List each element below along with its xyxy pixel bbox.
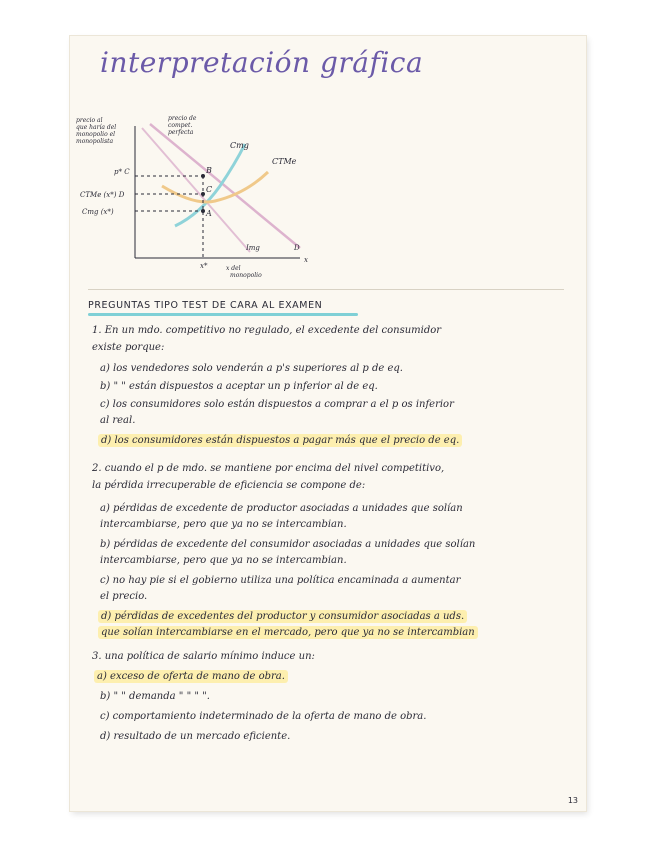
y-axis-label-line3: monopolio el	[76, 131, 116, 138]
pc-label-line2: compet.	[168, 122, 193, 129]
pc-label-line3: perfecta	[168, 129, 194, 136]
point-c-label: C	[206, 185, 213, 194]
y-axis-label-line4: monopolista	[76, 138, 114, 145]
question-1-option-b: b) " " están dispuestos a aceptar un p inferior al de eq.	[100, 381, 378, 392]
demand-curve	[150, 124, 300, 248]
img-curve-label: Img	[246, 244, 260, 252]
ctme-curve-label: CTMe	[272, 157, 297, 166]
cmg-curve-label: Cmg	[230, 141, 249, 150]
x-star-note-line1: x del	[226, 265, 241, 272]
question-1-option-c: c) los consumidores solo están dispuestos a comprar a el p os inferior	[100, 399, 454, 410]
question-2-stem-line2: la pérdida irrecuperable de eficiencia se compone de:	[92, 480, 366, 491]
point-a-label: A	[206, 209, 212, 218]
p-star-label: p* C	[114, 168, 130, 176]
page-title: interpretación gráfica	[100, 46, 424, 79]
question-2-option-c: c) no hay pie si el gobierno utiliza una política encaminada a aumentar	[100, 575, 461, 586]
question-2-option-a-cont: intercambiarse, pero que ya no se intercambian.	[100, 519, 347, 530]
point-a-dot	[201, 209, 205, 213]
question-2-option-b: b) pérdidas de excedente del consumidor asociadas a unidades que solían	[100, 539, 476, 550]
question-3-stem: 3. una política de salario mínimo induce un:	[92, 651, 315, 662]
question-3-option-a-wrap	[94, 670, 288, 683]
question-2-option-b-cont: intercambiarse, pero que ya no se intercambian.	[100, 555, 347, 566]
question-3-option-d: d) resultado de un mercado eficiente.	[100, 731, 291, 742]
cmg-x-star-label: Cmg (x*)	[82, 208, 114, 216]
question-1-stem-line2: existe porque:	[92, 342, 165, 353]
question-2-option-a: a) pérdidas de excedente de productor asociadas a unidades que solían	[100, 503, 463, 514]
question-1-option-d: d) los consumidores están dispuestos a pagar más que el precio de eq.	[98, 434, 462, 447]
section-divider	[88, 289, 564, 290]
question-2-option-d-cont: que solían intercambiarse en el mercado, pero que ya no se intercambian	[98, 626, 478, 639]
section-heading: PREGUNTAS TIPO TEST DE CARA AL EXAMEN	[88, 300, 323, 311]
y-axis-label-line1: precio al	[76, 117, 103, 124]
question-2-option-d: d) pérdidas de excedentes del productor y consumidor asociadas a uds.	[98, 610, 467, 623]
monopoly-graph	[70, 36, 586, 306]
point-c-dot	[201, 192, 205, 196]
question-1-option-c-cont: al real.	[100, 415, 136, 426]
question-1-option-a: a) los vendedores solo venderán a p's superiores al p de eq.	[100, 363, 403, 374]
y-axis-label-line2: que haría del	[76, 124, 117, 131]
demand-curve-label: D	[294, 244, 300, 252]
section-heading-underline	[88, 313, 358, 316]
question-1-option-d-wrap	[98, 434, 462, 447]
notebook-page	[70, 36, 586, 811]
point-b-label: B	[206, 166, 212, 175]
pc-label-line1: precio de	[168, 115, 197, 122]
question-2-option-d-cont-wrap	[98, 626, 478, 639]
question-2-option-c-cont: el precio.	[100, 591, 148, 602]
ctme-x-star-label: CTMe (x*) D	[80, 191, 125, 199]
question-3-option-b: b) " " demanda " " " ".	[100, 691, 210, 702]
x-star-note-line2: monopolio	[230, 272, 262, 279]
page-number: 13	[567, 796, 578, 805]
question-2-option-d-wrap	[98, 610, 467, 623]
x-axis-symbol: x	[304, 256, 308, 264]
question-3-option-c: c) comportamiento indeterminado de la oferta de mano de obra.	[100, 711, 427, 722]
question-1-stem-line1: 1. En un mdo. competitivo no regulado, el excedente del consumidor	[92, 325, 442, 336]
point-b-dot	[201, 174, 205, 178]
question-3-option-a: a) exceso de oferta de mano de obra.	[94, 670, 288, 683]
question-2-stem-line1: 2. cuando el p de mdo. se mantiene por encima del nivel competitivo,	[92, 463, 445, 474]
x-star-label: x*	[200, 262, 208, 270]
